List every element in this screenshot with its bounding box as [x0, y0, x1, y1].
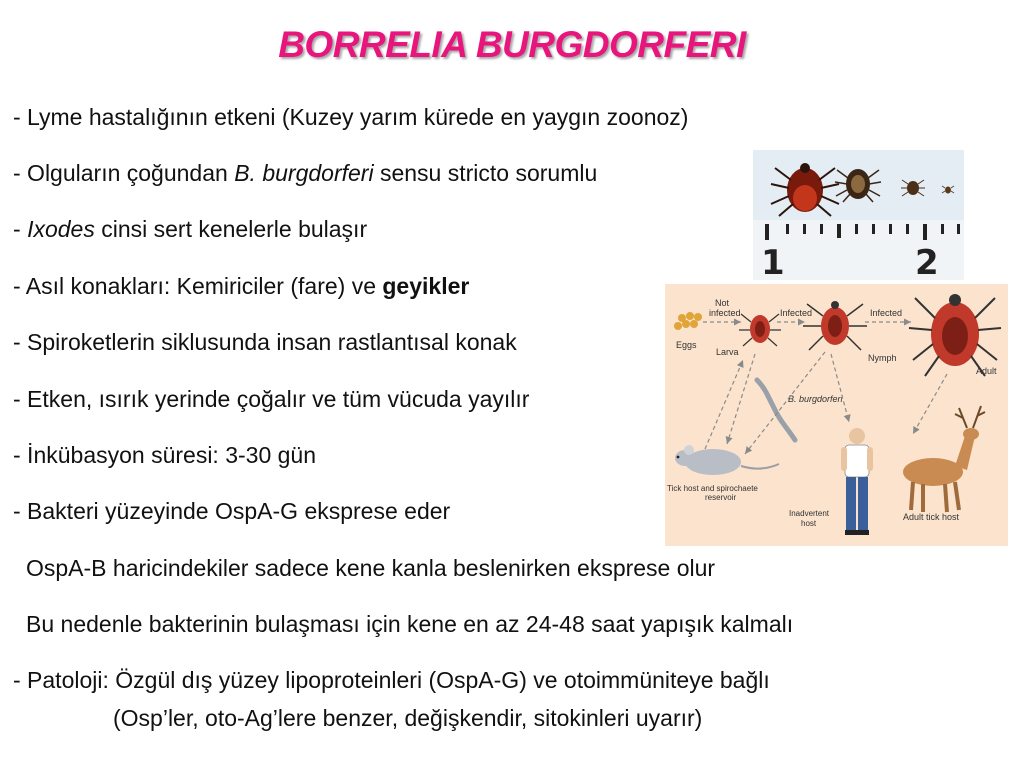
genus-name: Ixodes — [27, 216, 95, 242]
label-inadvertent-1: Inadvertent — [789, 509, 830, 518]
label-bacterium: B. burgdorferi — [788, 394, 843, 404]
label-larva: Larva — [716, 347, 739, 357]
label-adult-host: Adult tick host — [903, 512, 960, 522]
label-nymph: Nymph — [868, 353, 897, 363]
text: sensu stricto sorumlu — [373, 160, 598, 186]
label-not-infected-2: infected — [709, 308, 741, 318]
sub-line-osp: (Osp’ler, oto-Ag’lere benzer, değişkendir, sitokinleri uyarır) — [113, 705, 703, 731]
text: - Asıl konakları: Kemiriciler (fare) ve — [13, 273, 383, 299]
ruler — [753, 220, 964, 280]
sub-line-bulasma: Bu nedenle bakterinin bulaşması için kene en az 24-48 saat yapışık kalmalı — [26, 611, 794, 637]
tick-photo — [753, 150, 964, 280]
bullet-spiroket: - Spiroketlerin siklusunda insan rastlantısal konak — [13, 329, 517, 355]
label-not-infected-1: Not — [715, 298, 730, 308]
bullet-ixodes — [13, 215, 367, 243]
bold-word: geyikler — [382, 273, 470, 299]
sub-line-ospa-b: OspA-B haricindekiler sadece kene kanla beslenirken eksprese olur — [26, 555, 716, 581]
label-adult: Adult — [976, 366, 997, 376]
bullet-konaklar — [13, 272, 469, 300]
text: cinsi sert kenelerle bulaşır — [94, 216, 368, 242]
label-infected-1: Infected — [780, 308, 813, 318]
lyme-life-cycle-diagram — [665, 284, 1008, 546]
label-eggs: Eggs — [676, 340, 697, 350]
ruler-number-1: 1 — [761, 243, 785, 280]
bullet-olgular — [13, 159, 597, 187]
bullet-inkubasyon: - İnkübasyon süresi: 3-30 gün — [13, 442, 317, 468]
text: - — [13, 216, 28, 242]
species-name: B. burgdorferi — [234, 160, 374, 186]
bullet-patoloji: - Patoloji: Özgül dış yüzey lipoproteinleri (OspA-G) ve otoimmüniteye bağlı — [13, 667, 770, 693]
bullet-lyme: - Lyme hastalığının etkeni (Kuzey yarım kürede en yaygın zoonoz) — [13, 104, 689, 130]
label-reservoir-1: Tick host and spirochaete — [667, 484, 758, 493]
bullet-etken: - Etken, ısırık yerinde çoğalır ve tüm vücuda yayılır — [13, 386, 530, 412]
ruler-number-2: 2 — [915, 243, 939, 280]
text: - Olguların çoğundan — [13, 160, 235, 186]
bullet-ospa: - Bakteri yüzeyinde OspA-G eksprese eder — [13, 498, 451, 524]
slide-title: BORRELIA BURGDORFERI — [278, 24, 746, 65]
label-reservoir-2: reservoir — [705, 493, 737, 502]
label-infected-2: Infected — [870, 308, 903, 318]
label-inadvertent-2: host — [801, 519, 817, 528]
